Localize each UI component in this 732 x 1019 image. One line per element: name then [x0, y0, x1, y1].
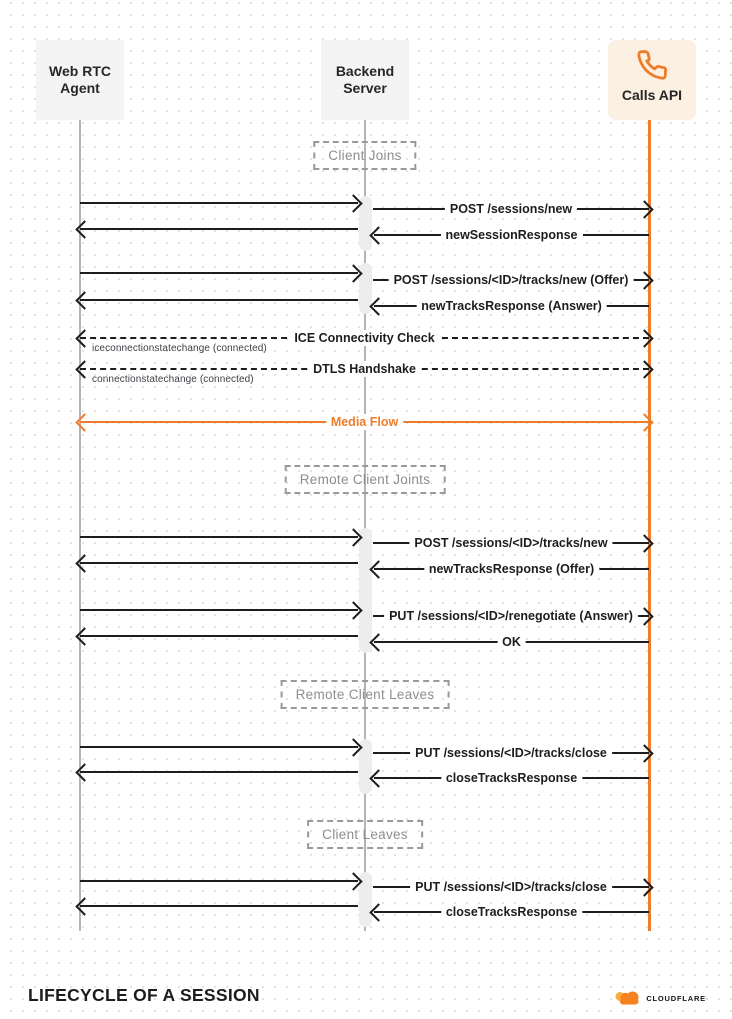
- phase-remote-client-leaves: Remote Client Leaves: [281, 680, 450, 709]
- arrow-backend-to-agent: [80, 562, 358, 564]
- arrow-agent-to-backend: [80, 746, 358, 748]
- arrow-agent-to-backend: [80, 536, 358, 538]
- message-label: PUT /sessions/<ID>/tracks/close: [410, 879, 612, 895]
- arrow-backend-to-agent: [80, 771, 358, 773]
- phone-icon: [636, 49, 668, 81]
- actor-calls-api-label: Calls API: [621, 87, 683, 103]
- lifeline-calls-api: [648, 119, 651, 931]
- arrow-calls-to-backend: [374, 228, 649, 242]
- activation-bar: [359, 528, 372, 653]
- message-label: newTracksResponse (Offer): [424, 561, 599, 577]
- message-label: Media Flow: [326, 414, 403, 430]
- actor-webrtc-agent: [36, 40, 124, 120]
- actor-calls-api: [608, 40, 696, 120]
- message-label: POST /sessions/new: [445, 201, 577, 217]
- arrow-backend-to-calls: [373, 746, 649, 760]
- message-label: PUT /sessions/<ID>/renegotiate (Answer): [384, 608, 638, 624]
- arrow-calls-to-backend: [374, 299, 649, 313]
- connection-state-note: connectionstatechange (connected): [92, 374, 254, 385]
- arrow-calls-to-backend: [374, 562, 649, 576]
- message-label: ICE Connectivity Check: [289, 330, 439, 346]
- lifeline-webrtc-agent: [79, 119, 81, 931]
- message-label: closeTracksResponse: [441, 904, 582, 920]
- phase-remote-client-joins: Remote Client Joints: [285, 465, 446, 494]
- arrow-agent-to-backend: [80, 880, 358, 882]
- phase-client-leaves: Client Leaves: [307, 820, 423, 849]
- phase-client-joins: Client Joins: [313, 141, 416, 170]
- arrow-agent-to-backend: [80, 272, 358, 274]
- actor-backend-server-label: Backend Server: [335, 62, 395, 96]
- page-title: LIFECYCLE OF A SESSION: [28, 985, 260, 1005]
- arrow-dtls-handshake: [80, 362, 649, 376]
- arrow-agent-to-backend: [80, 202, 358, 204]
- arrow-backend-to-agent: [80, 228, 358, 230]
- message-label: closeTracksResponse: [441, 770, 582, 786]
- cloudflare-logo: [611, 989, 706, 1007]
- arrow-ice-connectivity-check: [80, 331, 649, 345]
- message-label: POST /sessions/<ID>/tracks/new: [409, 535, 612, 551]
- message-label: PUT /sessions/<ID>/tracks/close: [410, 745, 612, 761]
- arrow-backend-to-calls: [373, 880, 649, 894]
- arrow-backend-to-calls: [373, 609, 649, 623]
- arrow-backend-to-agent: [80, 635, 358, 637]
- actor-webrtc-agent-label: Web RTC Agent: [49, 62, 111, 96]
- message-label: OK: [497, 634, 526, 650]
- arrow-backend-to-calls: [373, 536, 649, 550]
- cloudflare-cloud-icon: [611, 989, 643, 1007]
- arrow-calls-to-backend: [374, 905, 649, 919]
- arrow-media-flow: [80, 415, 649, 429]
- arrow-agent-to-backend: [80, 609, 358, 611]
- arrow-backend-to-calls: [373, 273, 649, 287]
- message-label: newSessionResponse: [441, 227, 583, 243]
- message-label: POST /sessions/<ID>/tracks/new (Offer): [389, 272, 634, 288]
- ice-state-note: iceconnectionstatechange (connected): [92, 343, 267, 354]
- arrow-backend-to-calls: [373, 202, 649, 216]
- arrow-calls-to-backend: [374, 771, 649, 785]
- message-label: DTLS Handshake: [308, 361, 421, 377]
- actor-backend-server: [321, 40, 409, 120]
- cloudflare-wordmark: CLOUDFLARE: [646, 993, 706, 1003]
- arrow-backend-to-agent: [80, 905, 358, 907]
- arrow-calls-to-backend: [374, 635, 649, 649]
- arrow-backend-to-agent: [80, 299, 358, 301]
- message-label: newTracksResponse (Answer): [416, 298, 607, 314]
